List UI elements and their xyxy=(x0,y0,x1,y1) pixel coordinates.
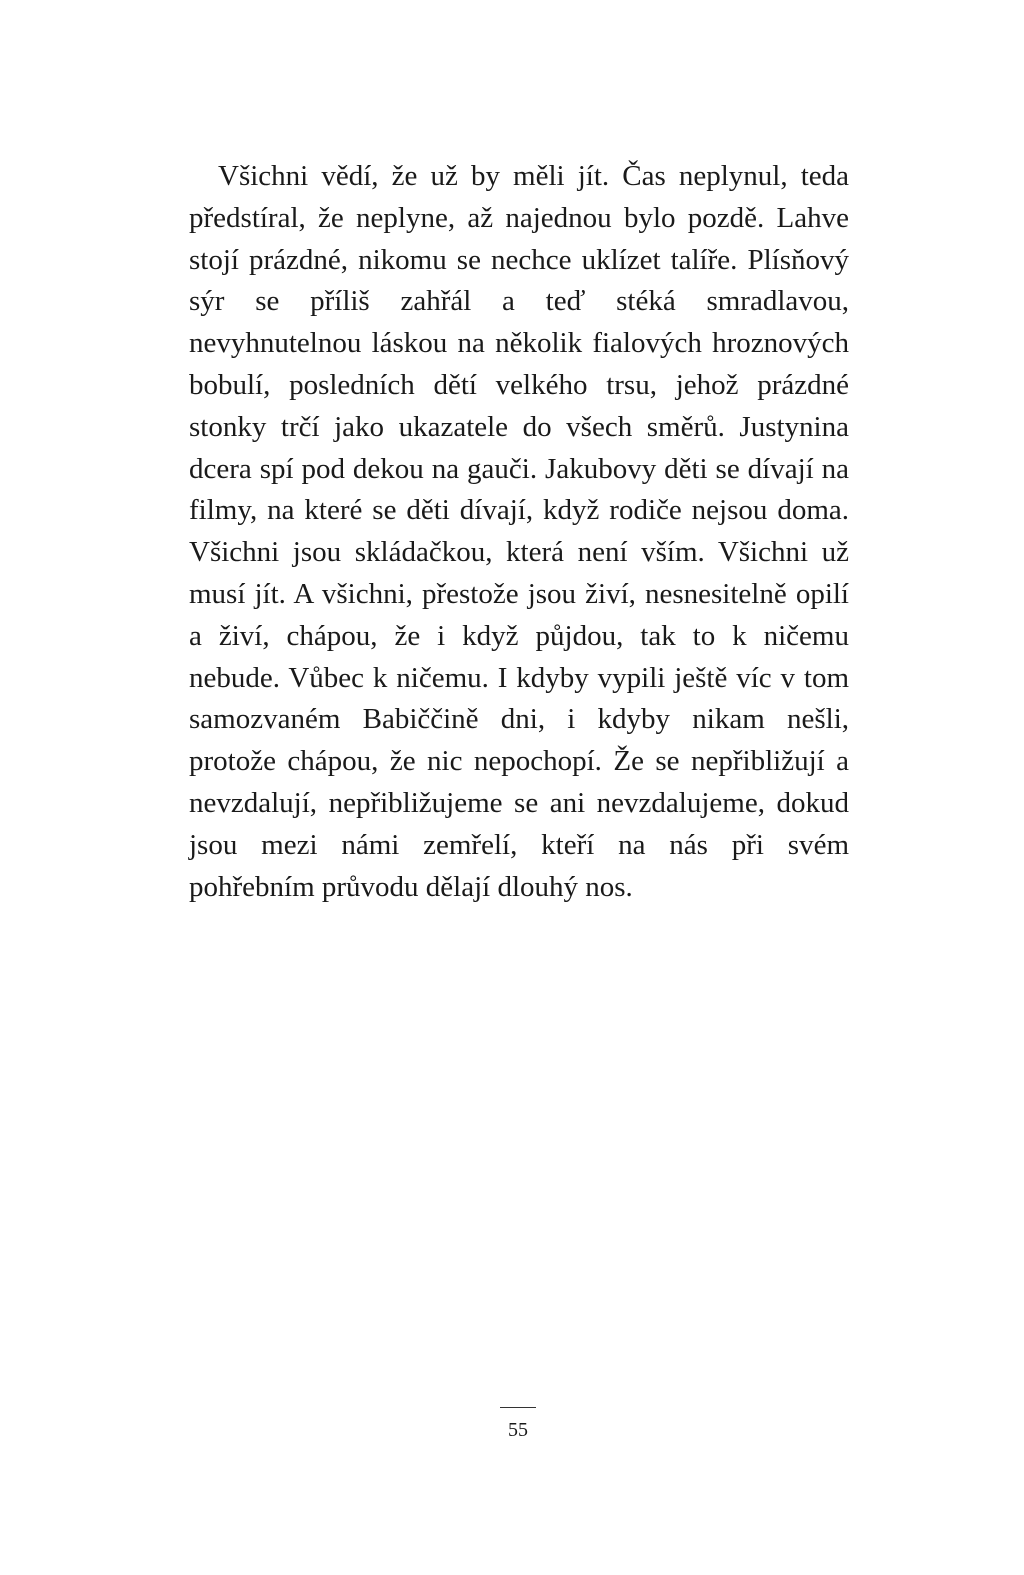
body-paragraph: Všichni vědí, že už by měli jít. Čas neplynul, teda předstíral, že neplyne, až najednou bylo pozdě. Lahve stojí prázdné, nikomu se nechce uklízet talíře. Plísňový sýr se příliš zahřál a teď stéká smradlavou, nevyhnutelnou láskou na několik fialových hroznových bobulí, posledních dětí velkého trsu, jehož prázdné stonky trčí jako ukazatele do všech směrů. Justynina dcera spí pod dekou na gauči. Jakubovy děti se dívají na filmy, na které se děti dívají, když rodiče nejsou doma. Všichni jsou skládačkou, která není vším. Všichni už musí jít. A všichni, přestože jsou živí, nesnesitelně opilí a živí, chápou, že i když půjdou, tak to k ničemu nebude. Vůbec k ničemu. I kdyby vypili ještě víc v tom samozvaném Babiččině dni, i kdyby nikam nešli, protože chápou, že nic nepochopí. Že se nepřibližují a nevzdalují, nepřibližujeme se ani nevzdalujeme, dokud jsou mezi námi zemřelí, kteří na nás při svém pohřebním průvodu dělají dlouhý nos. xyxy=(189,160,849,903)
page-number: 55 xyxy=(508,1419,528,1441)
page-number-rule xyxy=(500,1407,536,1408)
